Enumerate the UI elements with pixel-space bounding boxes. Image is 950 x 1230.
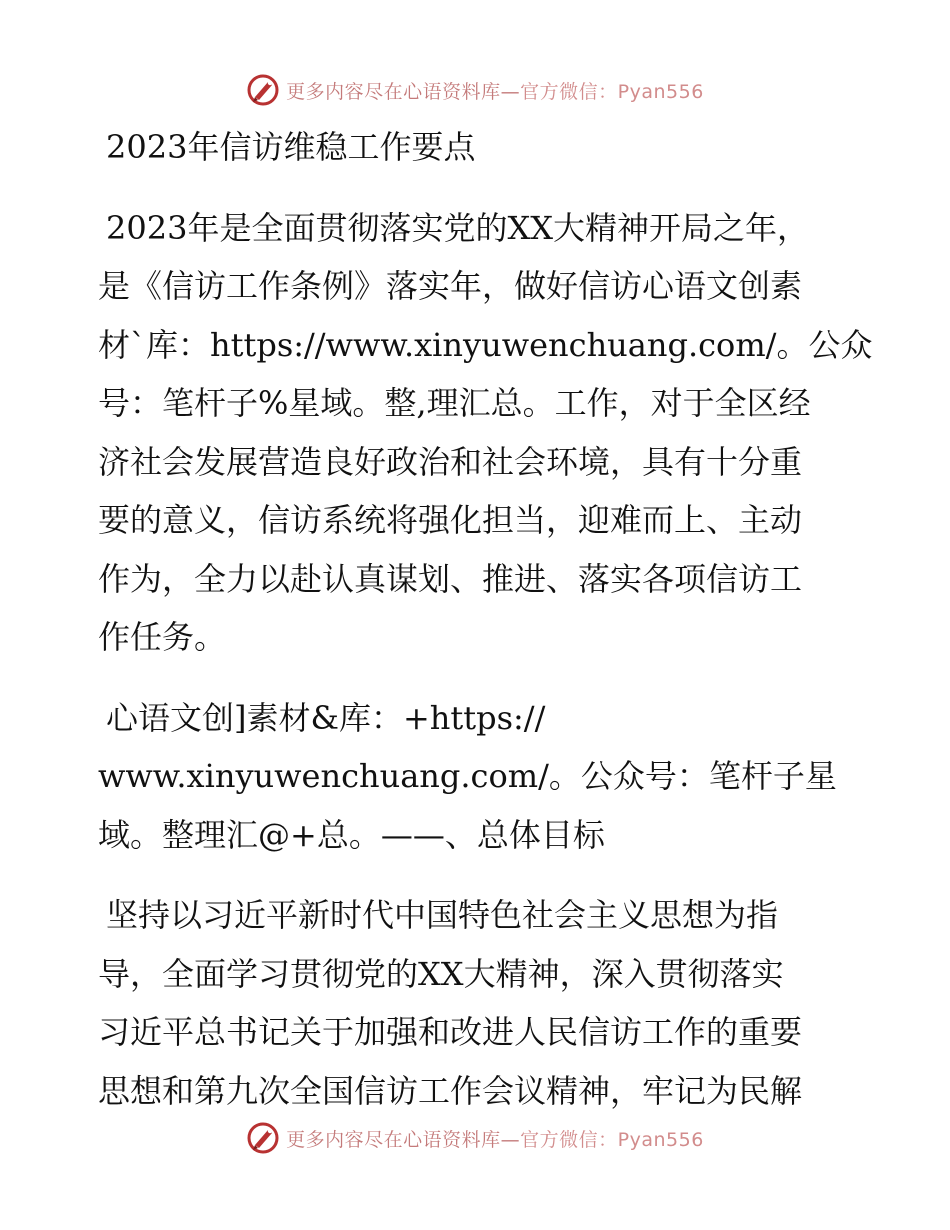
paragraph-3-line: 坚持以习近平新时代中国特色社会主义思想为指 [106,896,779,934]
paragraph-1 [98,199,873,667]
spacer [98,177,858,199]
paragraph-2 [98,689,858,865]
paragraph-1-line: 济社会发展营造良好政治和社会环境，具有十分重 [98,442,803,481]
paragraph-2-line: 心语文创]素材&库：+https:// [106,698,546,737]
paragraph-1-line: 材`库：https://www.xinyuwenchuang.com/。公众 [98,325,873,364]
paragraph-1-line: 作任务。 [98,618,227,656]
paragraph-1-line: 号：笔杆子%星域。整,理汇总。工作，对于全区经 [98,384,811,422]
paragraph-2-line: www.xinyuwenchuang.com/。公众号：笔杆子星 [98,757,837,795]
spacer [98,667,858,689]
paragraph-3-line: 习近平总书记关于加强和改进人民信访工作的重要 [98,1013,803,1051]
banner-wechat-text: 官方微信：Pyan556 [520,1128,704,1151]
paragraph-1-line: 要的意义，信访系统将强化担当，迎难而上、主动 [98,501,803,539]
paragraph-1-line: 2023年是全面贯彻落实党的XX大精神开局之年， [106,208,810,247]
banner-main-text: 更多内容尽在心语资料库 [286,80,501,103]
paragraph-1-line: 是《信访工作条例》落实年，做好信访心语文创素 [98,267,803,305]
banner-main-text: 更多内容尽在心语资料库 [286,1128,501,1151]
paragraph-3 [98,886,858,1120]
document-body [98,118,873,1120]
pen-logo-icon [246,1121,280,1155]
spacer [98,864,858,886]
paragraph-1-line: 作为，全力以赴认真谋划、推进、落实各项信访工 [98,559,803,598]
document-title: 2023年信访维稳工作要点 [106,128,476,166]
pen-logo-icon [246,73,280,107]
paragraph-2-line: 域。整理汇@+总。——、总体目标 [98,815,605,854]
banner-inner [246,1121,704,1155]
footer-banner [0,1120,950,1156]
banner-dash: — [500,1128,521,1151]
banner-text [286,1125,704,1152]
banner-text [286,77,704,104]
banner-inner [246,73,704,107]
paragraph-3-line: 思想和第九次全国信访工作会议精神，牢记为民解 [98,1071,803,1110]
banner-dash: — [500,80,521,103]
banner-wechat-text: 官方微信：Pyan556 [520,80,704,103]
header-banner [0,72,950,108]
paragraph-3-line: 导，全面学习贯彻党的XX大精神，深入贯彻落实 [98,954,784,993]
